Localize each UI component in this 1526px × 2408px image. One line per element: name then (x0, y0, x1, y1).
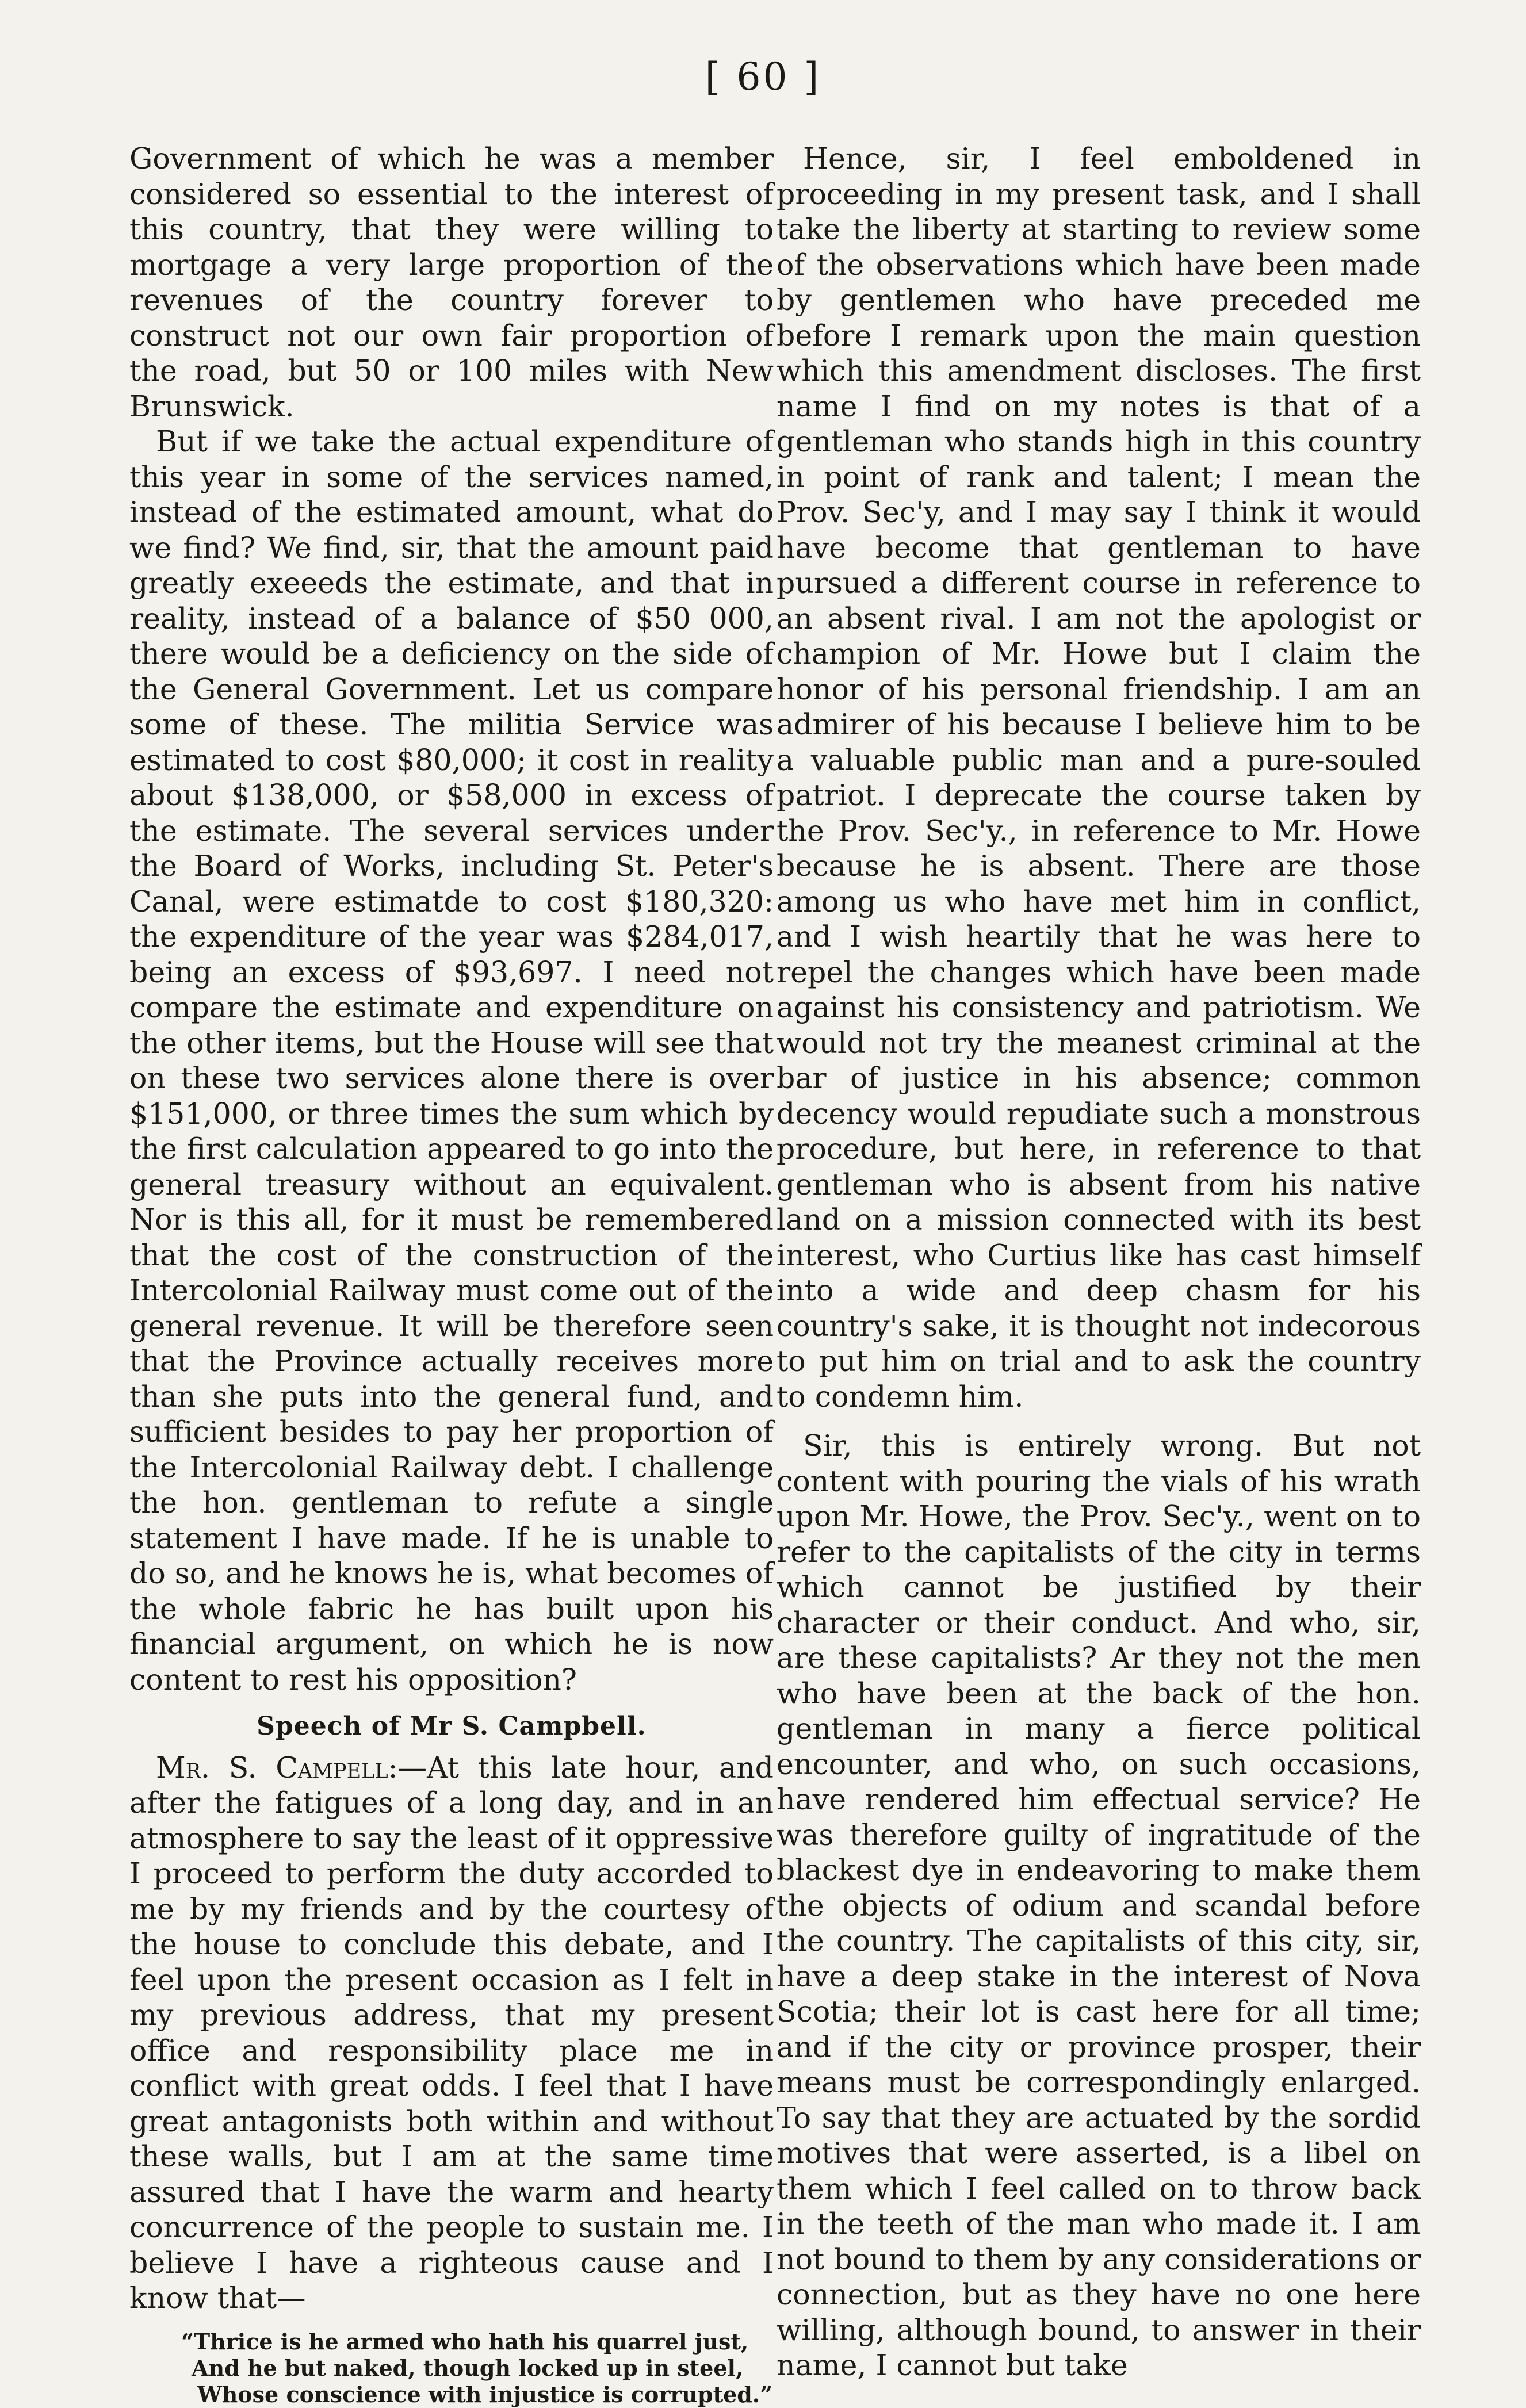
verse-line: Whose conscience with injustice is corrupted.” (197, 2381, 772, 2407)
verse-quote (181, 2329, 774, 2408)
speaker-name: Mr. S. Campell (156, 1750, 388, 1785)
left-paragraph-3 (129, 1750, 774, 2316)
right-paragraph-1: Hence, sir, I feel emboldened in proceeding in my present task, and I shall take the liberty at starting to review some of the observations which have been made by gentlemen who have preceded me before I remark upon the main question which this amendment discloses. The first name I find on my notes is that of a gentleman who stands high in this country in point of rank and talent; I mean the Prov. Sec'y, and I may say I think it would have become that gentleman to have pursued a different course in reference to an absent rival. I am not the apologist or champion of Mr. Howe but I claim the honor of his personal friendship. I am an admirer of his because I believe him to be a valuable public man and a pure-souled patriot. I deprecate the course taken by the Prov. Sec'y., in reference to Mr. Howe because he is absent. There are those among us who have met him in conflict, and I wish heartily that he was here to repel the changes which have been made against his consistency and patriotism. We would not try the meanest criminal at the bar of justice in his absence; common decency would repudiate such a monstrous procedure, but here, in reference to that gentleman who is absent from his native land on a mission connected with its best interest, who Curtius like has cast himself into a wide and deep chasm for his country's sake, it is thought not indecorous to put him on trial and to ask the country to condemn him. (777, 141, 1421, 1414)
verse-line: “Thrice is he armed who hath his quarrel just, (181, 2328, 749, 2355)
section-heading: Speech of Mr S. Campbell. (257, 1712, 647, 1741)
left-paragraph-2: But if we take the actual expenditure of this year in some of the services named, instead of the estimated amount, what do we find? We find, sir, that the amount paid greatly exeeeds the estimate, and that in reality, instead of a balance of $50 000, there would be a deficiency on the side of the General Government. Let us compare some of these. The militia Service was estimated to cost $80,000; it cost in reality about $138,000, or $58,000 in excess of the estimate. The several services under the Board of Works, including St. Peter's Canal, were estimatde to cost $180,320: the expenditure of the year was $284,017, being an excess of $93,697. I need not compare the estimate and expenditure on the other items, but the House will see that on these two services alone there is over $151,000, or three times the sum which by the first calculation appeared to go into the general treasury without an equivalent. Nor is this all, for it must be remembered that the cost of the construction of the Intercolonial Railway must come out of the general revenue. It will be therefore seen that the Province actually receives more than she puts into the general fund, and sufficient besides to pay her proportion of the Intercolonial Railway debt. I challenge the hon. gentleman to refute a single statement I have made. If he is unable to do so, and he knows he is, what becomes of the whole fabric he has built upon his financial argument, on which he is now content to rest his opposition? (129, 424, 774, 1697)
left-column (129, 141, 774, 2408)
speech-text: :—At this late hour, and after the fatigues of a long day, and in an atmosphere to say the least of it oppressive I proceed to perform the duty accorded to me by my friends and by the courtesy of the house to conclude this debate, and I feel upon the present occasion as I felt in my previous address, that my present office and responsibility place me in conflict with great odds. I feel that I have great antagonists both within and without these walls, but I am at the same time assured that I have the warm and hearty concurrence of the people to sustain me. I believe I have a righteous cause and I know that— (129, 1750, 774, 2315)
verse-line: And he but naked, though locked up in steel, (192, 2355, 744, 2381)
page-number: [ 60 ] (705, 55, 821, 99)
right-paragraph-2: Sir, this is entirely wrong. But not content with pouring the vials of his wrath upon Mr. Howe, the Prov. Sec'y., went on to refer to the capitalists of the city in terms which cannot be justified by their character or their conduct. And who, sir, are these capitalists? Ar they not the men who have been at the back of the hon. gentleman in many a fierce political encounter, and who, on such occasions, have rendered him effectual service? He was therefore guilty of ingratitude of the blackest dye in endeavoring to make them the objects of odium and scandal before the country. The capitalists of this city, sir, have a deep stake in the interest of Nova Scotia; their lot is cast here for all time; and if the city or province prosper, their means must be correspondingly enlarged. To say that they are actuated by the sordid motives that were asserted, is a libel on them which I feel called on to throw back in the teeth of the man who made it. I am not bound to them by any considerations or connection, but as they have no one here willing, although bound, to answer in their name, I cannot but take (777, 1429, 1421, 2382)
left-paragraph-1: Government of which he was a member considered so essential to the interest of this country, that they were willing to mortgage a very large proportion of the revenues of the country forever to construct not our own fair proportion of the road, but 50 or 100 miles with New Brunswick. (129, 141, 774, 423)
right-column (777, 141, 1421, 2383)
